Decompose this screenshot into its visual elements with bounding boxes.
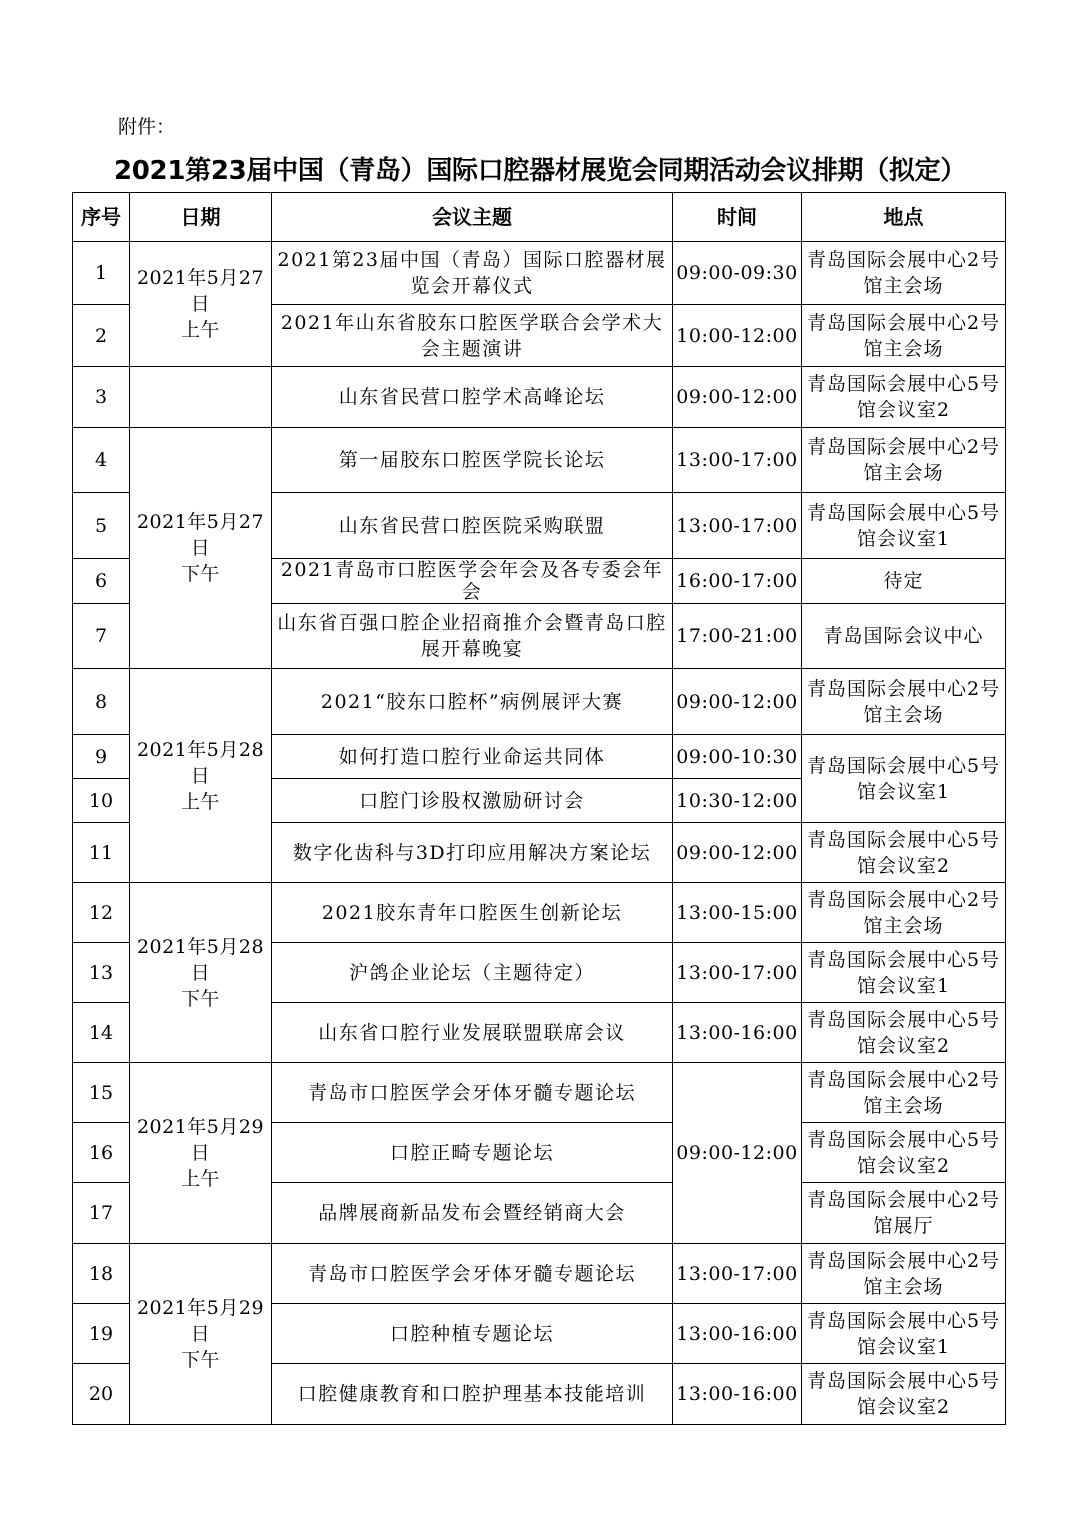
row-location: 青岛国际会展中心5号馆会议室1 [802, 493, 1006, 559]
row-time: 10:00-12:00 [673, 305, 802, 367]
date-period: 下午 [180, 563, 220, 585]
row-location: 青岛国际会展中心2号馆主会场 [802, 305, 1006, 367]
date-day-suffix: 日 [190, 1323, 211, 1345]
date-period: 上午 [180, 319, 220, 341]
date-day: 2021年5月28 [136, 935, 265, 958]
date-cell [130, 1244, 272, 1425]
header-index: 序号 [73, 193, 130, 242]
row-time: 13:00-16:00 [673, 1003, 802, 1063]
date-day-suffix: 日 [190, 293, 211, 315]
date-period: 下午 [180, 987, 220, 1010]
row-time: 09:00-12:00 [673, 669, 802, 735]
row-time: 17:00-21:00 [673, 604, 802, 669]
table-row [73, 1244, 1006, 1304]
row-index: 4 [73, 428, 130, 493]
row-index: 7 [73, 604, 130, 669]
row-location: 青岛国际会展中心2号馆主会场 [802, 242, 1006, 305]
header-row [73, 193, 1006, 242]
row-location: 青岛国际会展中心5号馆会议室1 [802, 1304, 1006, 1364]
row-topic: 口腔种植专题论坛 [272, 1304, 673, 1364]
table-row [73, 428, 1006, 493]
date-cell [130, 1063, 272, 1244]
table-row [73, 242, 1006, 305]
date-day: 2021年5月27 [136, 511, 265, 533]
row-index: 8 [73, 669, 130, 735]
row-time: 09:00-12:00 [673, 823, 802, 883]
row-index: 9 [73, 735, 130, 779]
row-topic: 山东省民营口腔医院采购联盟 [272, 493, 673, 559]
date-period: 上午 [180, 1168, 220, 1190]
date-period: 上午 [180, 790, 220, 813]
header-location: 地点 [802, 193, 1006, 242]
table-row [73, 1063, 1006, 1123]
row-location: 青岛国际会展中心5号馆会议室2 [802, 1123, 1006, 1183]
row-time: 13:00-17:00 [673, 1244, 802, 1304]
header-topic: 会议主题 [272, 193, 673, 242]
date-day-suffix: 日 [190, 764, 211, 787]
row-index: 5 [73, 493, 130, 559]
row-index: 10 [73, 779, 130, 823]
date-cell [130, 883, 272, 1063]
row-time: 09:00-09:30 [673, 242, 802, 305]
row-index: 20 [73, 1364, 130, 1425]
row-location: 青岛国际会展中心5号馆会议室2 [802, 1003, 1006, 1063]
row-location: 青岛国际会展中心2号馆主会场 [802, 883, 1006, 943]
row-time: 13:00-16:00 [673, 1364, 802, 1425]
row-index: 13 [73, 943, 130, 1003]
row-topic: 2021胶东青年口腔医生创新论坛 [272, 883, 673, 943]
date-cell-empty [130, 367, 272, 428]
row-topic: 山东省民营口腔学术高峰论坛 [272, 367, 673, 428]
row-topic: 口腔门诊股权激励研讨会 [272, 779, 673, 823]
row-time: 13:00-16:00 [673, 1304, 802, 1364]
row-time: 09:00-10:30 [673, 735, 802, 779]
row-time: 13:00-17:00 [673, 428, 802, 493]
date-cell [130, 242, 272, 367]
row-index: 15 [73, 1063, 130, 1123]
row-location: 青岛国际会议中心 [802, 604, 1006, 669]
row-topic: 第一届胶东口腔医学院长论坛 [272, 428, 673, 493]
row-topic: 数字化齿科与3D打印应用解决方案论坛 [272, 823, 673, 883]
table-row [73, 669, 1006, 735]
row-topic: 口腔健康教育和口腔护理基本技能培训 [272, 1364, 673, 1425]
row-topic: 2021“胶东口腔杯”病例展评大赛 [272, 669, 673, 735]
row-location: 青岛国际会展中心2号馆主会场 [802, 1244, 1006, 1304]
row-time: 16:00-17:00 [673, 559, 802, 604]
row-index: 2 [73, 305, 130, 367]
row-time: 09:00-12:00 [673, 367, 802, 428]
row-index: 11 [73, 823, 130, 883]
schedule-table [72, 192, 1006, 1425]
row-topic: 沪鸽企业论坛（主题待定） [272, 943, 673, 1003]
row-time: 13:00-15:00 [673, 883, 802, 943]
row-topic: 2021年山东省胶东口腔医学联合会学术大会主题演讲 [272, 305, 673, 367]
date-day: 2021年5月27 [136, 267, 265, 289]
row-time: 09:00-12:00 [673, 1063, 802, 1244]
row-location: 青岛国际会展中心2号馆展厅 [802, 1183, 1006, 1244]
row-location: 青岛国际会展中心5号馆会议室2 [802, 367, 1006, 428]
date-period: 下午 [180, 1349, 220, 1371]
date-day-suffix: 日 [190, 961, 211, 984]
row-topic: 青岛市口腔医学会牙体牙髓专题论坛 [272, 1244, 673, 1304]
row-location: 待定 [802, 559, 1006, 604]
row-topic: 青岛市口腔医学会牙体牙髓专题论坛 [272, 1063, 673, 1123]
row-topic: 品牌展商新品发布会暨经销商大会 [272, 1183, 673, 1244]
row-time: 13:00-17:00 [673, 943, 802, 1003]
date-day: 2021年5月29 [136, 1297, 265, 1319]
row-location: 青岛国际会展中心2号馆主会场 [802, 669, 1006, 735]
row-index: 16 [73, 1123, 130, 1183]
row-topic: 如何打造口腔行业命运共同体 [272, 735, 673, 779]
row-topic: 山东省百强口腔企业招商推介会暨青岛口腔展开幕晚宴 [272, 604, 673, 669]
row-topic: 2021第23届中国（青岛）国际口腔器材展览会开幕仪式 [272, 242, 673, 305]
date-cell [130, 669, 272, 883]
row-location: 青岛国际会展中心5号馆会议室2 [802, 1364, 1006, 1425]
row-topic: 山东省口腔行业发展联盟联席会议 [272, 1003, 673, 1063]
date-day-suffix: 日 [190, 1142, 211, 1164]
header-date: 日期 [130, 193, 272, 242]
table-row [73, 367, 1006, 428]
row-topic: 口腔正畸专题论坛 [272, 1123, 673, 1183]
row-index: 19 [73, 1304, 130, 1364]
row-location: 青岛国际会展中心5号馆会议室1 [802, 943, 1006, 1003]
row-index: 6 [73, 559, 130, 604]
date-day: 2021年5月28 [136, 738, 265, 761]
date-cell [130, 428, 272, 669]
row-index: 17 [73, 1183, 130, 1244]
row-index: 3 [73, 367, 130, 428]
document-title: 2021第23届中国（青岛）国际口腔器材展览会同期活动会议排期（拟定） [113, 156, 967, 186]
row-location: 青岛国际会展中心5号馆会议室2 [802, 823, 1006, 883]
row-topic: 2021青岛市口腔医学会年会及各专委会年会 [272, 559, 673, 604]
date-day: 2021年5月29 [136, 1116, 265, 1138]
row-index: 1 [73, 242, 130, 305]
row-location: 青岛国际会展中心2号馆主会场 [802, 428, 1006, 493]
row-index: 12 [73, 883, 130, 943]
table-row [73, 883, 1006, 943]
attachment-label: 附件： [118, 116, 176, 138]
row-location: 青岛国际会展中心5号馆会议室1 [802, 735, 1006, 823]
row-time: 13:00-17:00 [673, 493, 802, 559]
date-day-suffix: 日 [190, 537, 211, 559]
row-location: 青岛国际会展中心2号馆主会场 [802, 1063, 1006, 1123]
row-time: 10:30-12:00 [673, 779, 802, 823]
header-time: 时间 [673, 193, 802, 242]
row-index: 18 [73, 1244, 130, 1304]
row-index: 14 [73, 1003, 130, 1063]
